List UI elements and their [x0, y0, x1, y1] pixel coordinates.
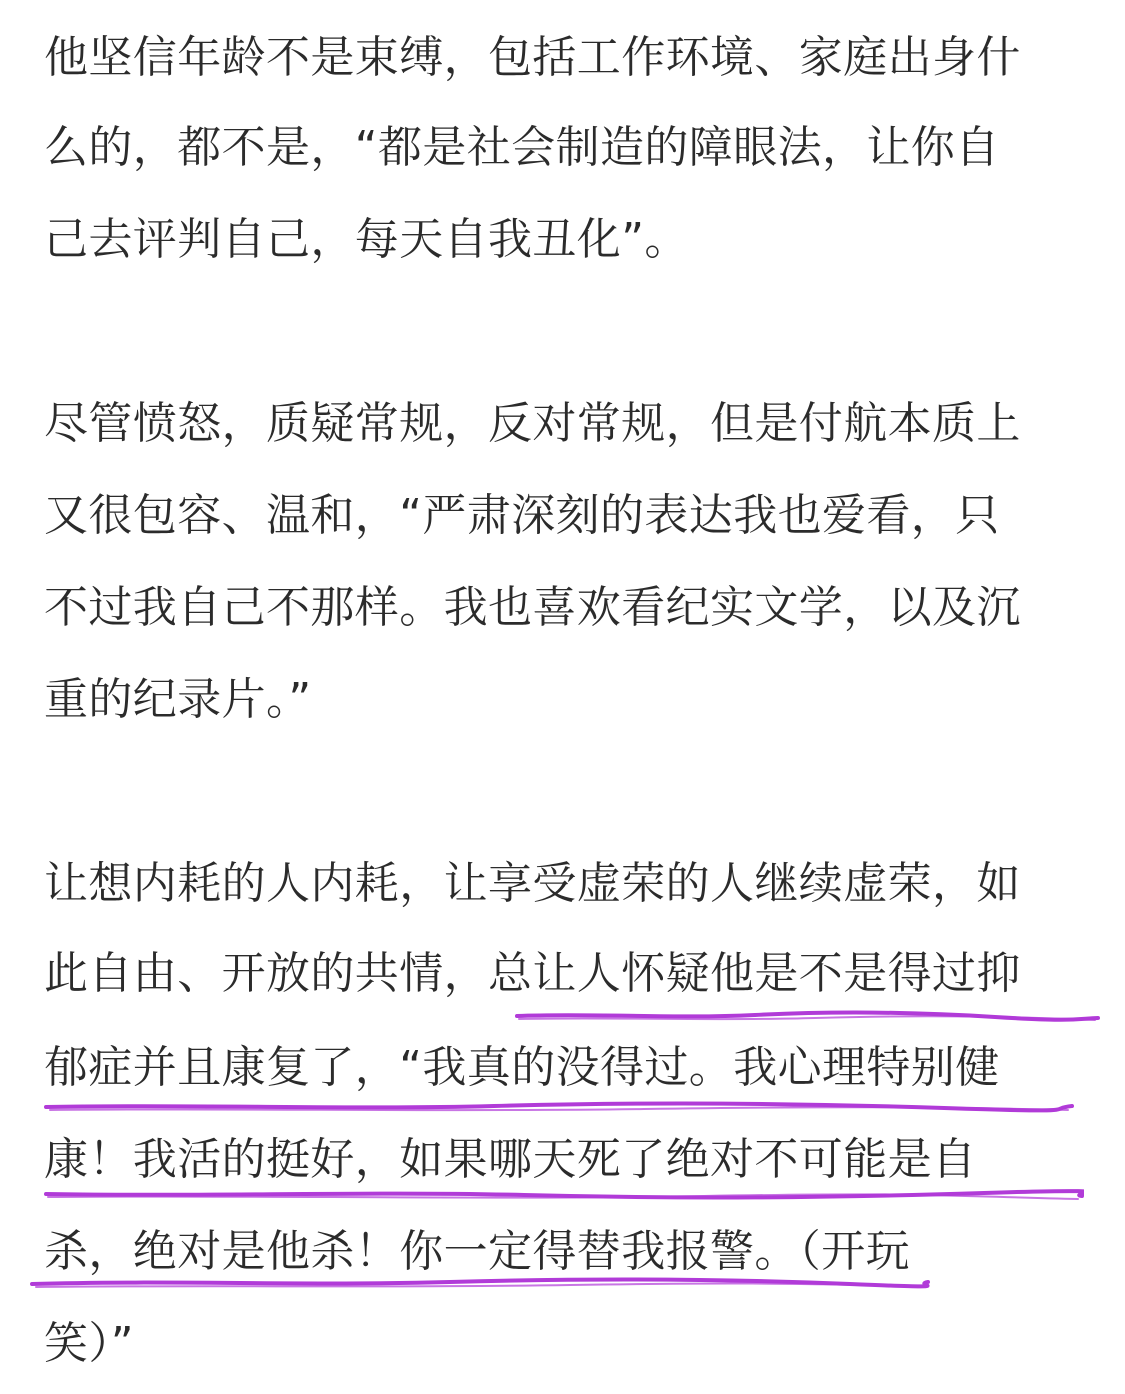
paragraph-3-line-4: 康！我活的挺好，如果哪天死了绝对不可能是自 [44, 1134, 977, 1185]
highlight-underline [44, 1188, 1084, 1202]
paragraph-2-line-3: 不过我自己不那样。我也喜欢看纪实文学，以及沉 [44, 582, 1021, 633]
paragraph-1-line-3: 己去评判自己，每天自我丑化”。 [44, 214, 689, 265]
paragraph-3-line-6: 笑）” [44, 1318, 134, 1369]
paragraph-2-line-4: 重的纪录片。” [44, 674, 312, 725]
paragraph-3-line-5: 杀，绝对是他杀！你一定得替我报警。（开玩 [44, 1226, 910, 1277]
highlight-underline [515, 1010, 1100, 1024]
paragraph-2-line-1: 尽管愤怒，质疑常规，反对常规，但是付航本质上 [44, 398, 1021, 449]
paragraph-2-line-2: 又很包容、温和，“严肃深刻的表达我也爱看，只 [44, 490, 1000, 541]
paragraph-3-line-1: 让想内耗的人内耗，让享受虚荣的人继续虚荣，如 [44, 858, 1021, 909]
paragraph-3-line-3: 郁症并且康复了，“我真的没得过。我心理特别健 [44, 1042, 1000, 1093]
paragraph-1-line-1: 他坚信年龄不是束缚，包括工作环境、家庭出身什 [44, 32, 1021, 83]
highlight-underline [44, 1100, 1074, 1114]
paragraph-3-line-2: 此自由、开放的共情，总让人怀疑他是不是得过抑 [44, 948, 1021, 999]
paragraph-1-line-2: 么的，都不是，“都是社会制造的障眼法，让你自 [44, 122, 1000, 173]
